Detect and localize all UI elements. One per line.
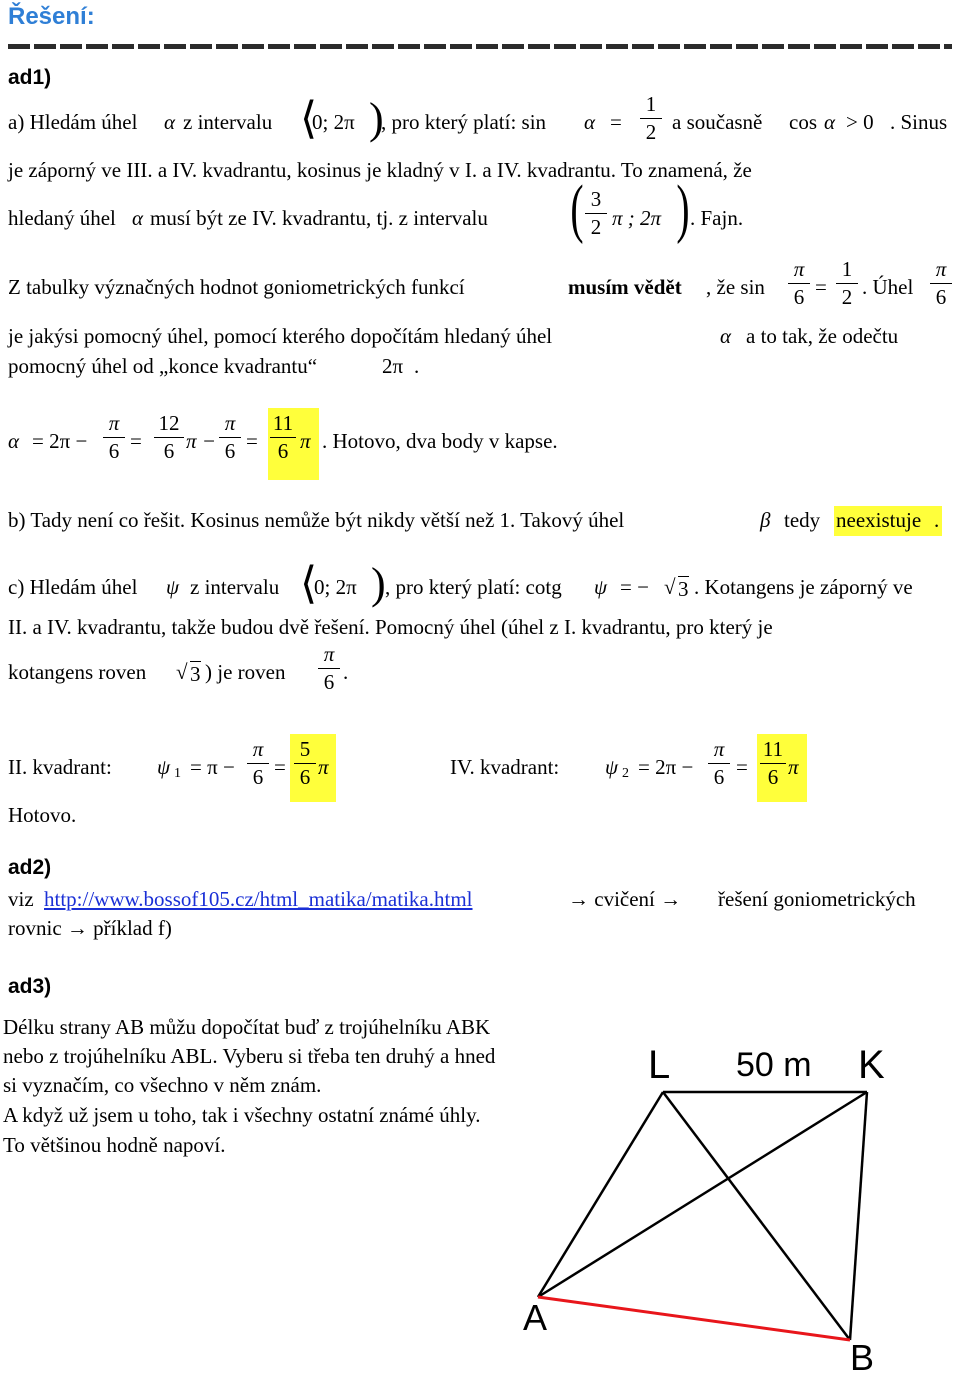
text: Z tabulky význačných hodnot goniometrických funkcí	[8, 275, 465, 299]
text: a) Hledám úhel	[8, 110, 138, 134]
text: . Úhel	[862, 275, 914, 299]
fraction-pi-sixth	[318, 644, 340, 693]
text: tedy	[784, 508, 821, 532]
quadrant-4-label: IV. kvadrant:	[450, 755, 560, 779]
interval-open-bracket: ⟨	[300, 559, 318, 608]
equals: =	[815, 275, 827, 299]
interval-value: 0; 2π	[312, 110, 355, 134]
segment-AB-highlighted	[538, 1297, 850, 1340]
title-divider	[8, 44, 952, 49]
fraction-three-halves	[585, 189, 607, 238]
point-L-label: L	[648, 1043, 671, 1087]
sqrt-value: 3	[678, 577, 689, 601]
ad1-a-line2: je záporný ve III. a IV. kvadrantu, kosinus je kladný v I. a IV. kvadrantu. To znamená, že	[8, 158, 752, 182]
period: .	[414, 354, 420, 378]
psi-symbol: ψ	[605, 755, 619, 779]
alpha-symbol: α	[720, 324, 732, 348]
interval-open-bracket: ⟨	[300, 94, 318, 143]
text: c) Hledám úhel	[8, 575, 138, 599]
paragraph-line: To většinou hodně napoví.	[3, 1133, 226, 1157]
interval-close-paren: )	[371, 559, 386, 608]
equals-minus: = −	[620, 575, 649, 599]
equals: =	[246, 429, 258, 453]
cos-expression: cos	[789, 110, 817, 134]
text: . Hotovo, dva body v kapse.	[322, 429, 558, 453]
sqrt-sign: √	[176, 660, 188, 684]
numerator: 1	[841, 257, 853, 281]
alpha-symbol: α	[164, 110, 176, 134]
numerator: 3	[590, 187, 602, 211]
highlighted-word: neexistuje	[836, 508, 922, 532]
big-open-paren: (	[570, 172, 584, 245]
greater-than-zero: > 0	[846, 110, 874, 134]
text: musí být ze IV. kvadrantu, tj. z intervalu	[150, 206, 488, 230]
ad1-hotovo: Hotovo.	[8, 803, 77, 827]
period: .	[934, 508, 940, 532]
text: b) Tady není co řešit. Kosinus nemůže být nikdy větší než 1. Takový úhel	[8, 508, 625, 532]
denominator: 6	[224, 439, 236, 463]
denominator: 2	[645, 120, 657, 144]
beta-symbol: β	[760, 508, 771, 532]
numerator: π	[108, 411, 120, 435]
sqrt-value: 3	[190, 662, 201, 686]
paragraph-line: si vyznačím, co všechno v něm znám.	[3, 1073, 322, 1097]
calc-part: = π −	[190, 755, 235, 779]
text: . Sinus	[890, 110, 948, 134]
subscript: 2	[622, 766, 629, 781]
segment-LA	[538, 1092, 663, 1297]
text: , pro který platí: sin	[381, 110, 547, 134]
text: . Kotangens je záporný ve	[694, 575, 913, 599]
text: pomocný úhel od „konce kvadrantu“	[8, 354, 318, 378]
segment-KB	[850, 1092, 867, 1340]
fraction-five-sixths	[294, 739, 316, 788]
alpha-symbol: α	[824, 110, 836, 134]
distance-label: 50 m	[736, 1046, 812, 1084]
numerator: π	[935, 257, 947, 281]
ad2-heading: ad2)	[8, 856, 52, 879]
numerator: π	[323, 642, 335, 666]
period: .	[343, 660, 349, 684]
numerator: π	[252, 737, 264, 761]
point-A-label: A	[523, 1297, 548, 1338]
fraction-pi-sixth	[247, 739, 269, 788]
fraction-one-half	[836, 259, 858, 308]
numerator: 1	[645, 92, 657, 116]
psi-symbol: ψ	[166, 575, 180, 599]
alpha-symbol: α	[584, 110, 596, 134]
text: , pro který platí: cotg	[385, 575, 562, 599]
equals: =	[610, 110, 622, 134]
bold-text: musím vědět	[568, 275, 682, 299]
numerator: π	[224, 411, 236, 435]
text: viz	[8, 887, 34, 911]
pi-symbol: π	[318, 755, 329, 779]
geometry-figure	[520, 1030, 950, 1372]
text: ) je roven	[205, 660, 286, 684]
equals: =	[736, 755, 748, 779]
paragraph-line: nebo z trojúhelníku ABL. Vyberu si třeba ten druhý a hned	[3, 1044, 496, 1068]
text: . Fajn.	[690, 206, 744, 230]
psi-symbol: ψ	[157, 755, 171, 779]
text: , že sin	[706, 275, 765, 299]
sqrt-sign: √	[664, 575, 676, 599]
subscript: 1	[174, 766, 181, 781]
interval-value: π ; 2π	[612, 206, 662, 230]
pi-symbol: π	[788, 755, 799, 779]
two-pi: 2π	[382, 354, 404, 378]
fraction-eleven-sixths	[270, 413, 296, 462]
equals: =	[274, 755, 286, 779]
segment-LB	[663, 1092, 850, 1340]
denominator: 6	[163, 439, 175, 463]
equals: =	[130, 429, 142, 453]
fraction-pi-sixth	[708, 739, 730, 788]
big-close-paren: )	[676, 172, 690, 245]
denominator: 6	[323, 670, 335, 694]
ad1-heading: ad1)	[8, 66, 52, 89]
denominator: 6	[935, 285, 947, 309]
denominator: 2	[841, 285, 853, 309]
calc-part: = 2π −	[638, 755, 694, 779]
quadrant-2-label: II. kvadrant:	[8, 755, 112, 779]
denominator: 6	[767, 765, 779, 789]
denominator: 6	[793, 285, 805, 309]
ad1-c-line2: II. a IV. kvadrantu, takže budou dvě řešení. Pomocný úhel (úhel z I. kvadrantu, pro který je	[8, 615, 773, 639]
denominator: 2	[590, 215, 602, 239]
text: a to tak, že odečtu	[746, 324, 899, 348]
alpha-symbol: α	[132, 206, 144, 230]
psi-symbol: ψ	[594, 575, 608, 599]
numerator: 12	[158, 411, 180, 435]
paragraph-line: Délku strany AB můžu dopočítat buď z trojúhelníku ABK	[3, 1015, 491, 1039]
denominator: 6	[299, 765, 311, 789]
denominator: 6	[713, 765, 725, 789]
fraction-pi-sixth	[219, 413, 241, 462]
numerator: π	[713, 737, 725, 761]
alpha-symbol: α	[8, 429, 20, 453]
calc-part: = 2π −	[32, 429, 88, 453]
ad3-heading: ad3)	[8, 975, 52, 998]
point-B-label: B	[850, 1337, 875, 1372]
denominator: 6	[108, 439, 120, 463]
text: z intervalu	[190, 575, 280, 599]
external-link[interactable]: http://www.bossof105.cz/html_matika/matika.html	[44, 887, 473, 911]
denominator: 6	[277, 439, 289, 463]
text: hledaný úhel	[8, 206, 116, 230]
fraction-twelve-sixths	[154, 413, 184, 462]
text: a současně	[672, 110, 763, 134]
numerator: 11	[272, 411, 294, 435]
numerator: 5	[299, 737, 311, 761]
point-K-label: K	[858, 1043, 885, 1087]
pi-symbol: π	[300, 429, 311, 453]
ad2-line2: rovnic → příklad f)	[8, 916, 172, 940]
paragraph-line: A když už jsem u toho, tak i všechny ostatní známé úhly.	[3, 1103, 481, 1127]
fraction-pi-sixth	[103, 413, 125, 462]
calc-part: π −	[186, 429, 216, 453]
interval-close-paren: )	[369, 94, 384, 143]
fraction-one-half	[640, 94, 662, 143]
text: z intervalu	[183, 110, 273, 134]
interval-value: 0; 2π	[314, 575, 357, 599]
fraction-pi-sixth	[788, 259, 810, 308]
text: → cvičení →	[568, 887, 682, 911]
text: řešení goniometrických	[718, 887, 916, 911]
denominator: 6	[252, 765, 264, 789]
text: je jakýsi pomocný úhel, pomocí kterého dopočítám hledaný úhel	[8, 324, 553, 348]
page-title: Řešení:	[8, 3, 95, 30]
segment-KA	[538, 1092, 867, 1297]
fraction-pi-sixth	[930, 259, 952, 308]
fraction-eleven-sixths	[760, 739, 786, 788]
numerator: 11	[762, 737, 784, 761]
text: kotangens roven	[8, 660, 147, 684]
numerator: π	[793, 257, 805, 281]
